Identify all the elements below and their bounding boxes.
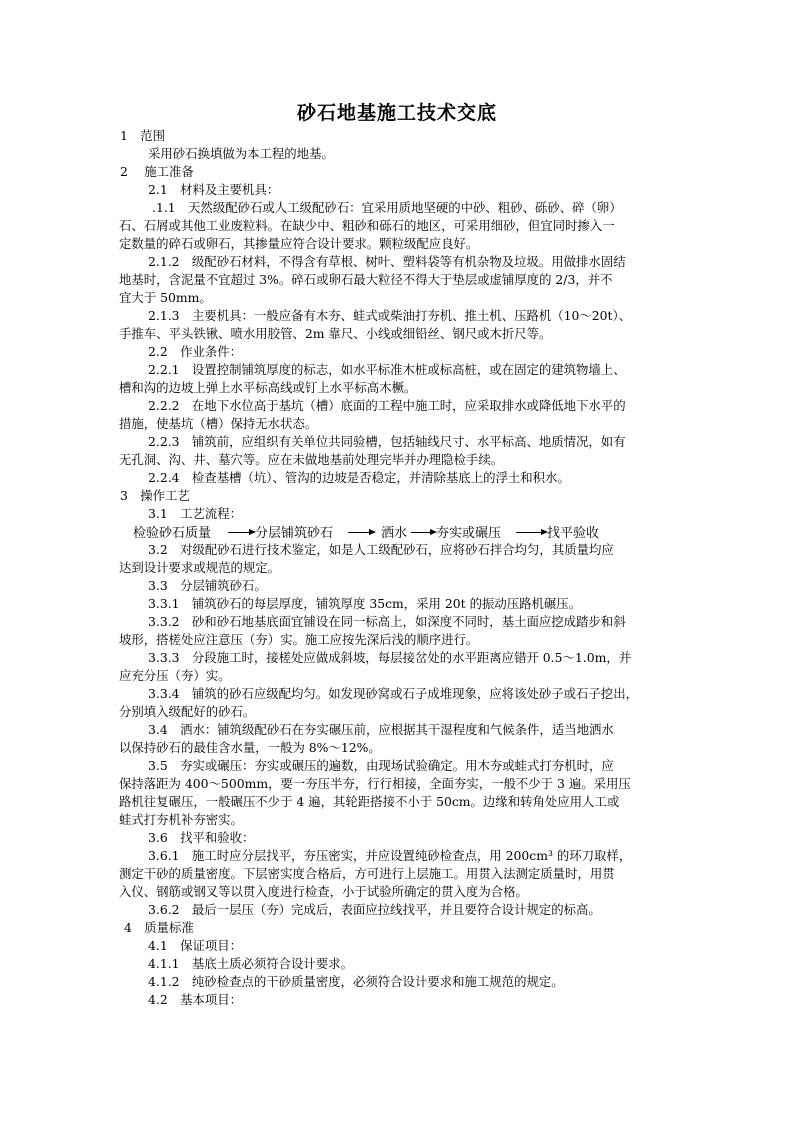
arrow-right-icon <box>348 532 374 533</box>
paragraph-line: 地基时，含泥量不宜超过 3%。碎石或卵石最大粒径不得大于垫层或虚铺厚度的 2/3，并不 <box>119 272 613 287</box>
subsection-heading: 4.1 保证项目： <box>148 938 243 953</box>
process-flow <box>133 522 693 542</box>
paragraph-line: .1.1 天然级配砂石或人工级配砂石：宜采用质地坚硬的中砂、粗砂、砾砂、碎（卵） <box>152 200 622 215</box>
section-heading: 3 操作工艺 <box>120 488 190 503</box>
subsection-heading: 2.2 作业条件： <box>148 344 243 359</box>
paragraph-line: 2.2.1 设置控制铺筑厚度的标志，如水平标准木桩或标高桩，或在固定的建筑物墙上、 <box>148 362 626 377</box>
flow-step: 检验砂石质量 <box>133 526 212 541</box>
paragraph-line: 3.6.2 最后一层压（夯）完成后，表面应拉线找平，并且要符合设计规定的标高。 <box>148 902 601 917</box>
flow-step: 夯实或碾压 <box>436 526 502 541</box>
arrow-right-icon <box>228 532 254 533</box>
paragraph-line: 措施，使基坑（槽）保持无水状态。 <box>119 416 318 431</box>
paragraph-line: 3.3.1 铺筑砂石的每层厚度，铺筑厚度 35cm，采用 20t 的振动压路机碾压。 <box>148 596 582 611</box>
subsection-heading: 3.6 找平和验收： <box>148 830 255 845</box>
paragraph-line: 3.5 夯实或碾压：夯实或碾压的遍数，由现场试验确定。用木夯或蛙式打夯机时，应 <box>148 758 614 773</box>
paragraph-line: 采用砂石换填做为本工程的地基。 <box>148 146 334 161</box>
paragraph-line: 保持落距为 400～500mm，要一夯压半夯，行行相接，全面夯实，一般不少于 3 遍。采用压 <box>119 776 631 791</box>
paragraph-line: 定数量的碎石或卵石，其掺量应符合设计要求。颗粒级配应良好。 <box>119 236 479 251</box>
paragraph-line: 蛙式打夯机补夯密实。 <box>119 812 243 827</box>
paragraph-line: 测定干砂的质量密度。下层密实度合格后，方可进行上层施工。用贯入法测定质量时，用贯 <box>119 866 615 881</box>
arrow-right-icon <box>411 532 435 533</box>
section-heading: 1 范围 <box>120 128 166 143</box>
paragraph-line: 达到设计要求或规范的规定。 <box>119 560 281 575</box>
subsection-heading: 2.1 材料及主要机具： <box>148 182 280 197</box>
paragraph-line: 宜大于 50mm。 <box>119 290 212 305</box>
paragraph-line: 无孔洞、沟、井、墓穴等。应在未做地基前处理完毕并办理隐检手续。 <box>119 452 504 467</box>
paragraph-line: 3.3.2 砂和砂石地基底面宜铺设在同一标高上，如深度不同时，基土面应挖成踏步和斜 <box>148 614 626 629</box>
section-heading: 2 施工准备 <box>120 164 194 179</box>
paragraph-line: 4.1.2 纯砂检查点的干砂质量密度，必须符合设计要求和施工规范的规定。 <box>148 974 564 989</box>
flow-step: 分层铺筑砂石 <box>255 526 334 541</box>
subsection-heading: 4.2 基本项目： <box>148 992 243 1007</box>
paragraph-line: 以保持砂石的最佳含水量，一般为 8%～12%。 <box>119 740 381 755</box>
paragraph-line: 3.6.1 施工时应分层找平，夯压密实，并应设置纯砂检查点，用 200cm³ 的环刀取样， <box>148 848 632 863</box>
paragraph-line: 坡形，搭槎处应注意压（夯）实。施工应按先深后浅的顺序进行。 <box>119 632 479 647</box>
paragraph-line: 2.2.3 铺筑前，应组织有关单位共同验槽，包括轴线尺寸、水平标高、地质情况，如有 <box>148 434 626 449</box>
paragraph-line: 槽和沟的边坡上弹上水平标高线或钉上水平标高木橛。 <box>119 380 417 395</box>
paragraph-line: 2.1.2 级配砂石材料，不得含有草根、树叶、塑料袋等有机杂物及垃圾。用做排水固结 <box>148 254 626 269</box>
paragraph-line: 3.4 洒水：铺筑级配砂石在夯实碾压前，应根据其干湿程度和气候条件，适当地洒水 <box>148 722 614 737</box>
paragraph-line: 3.3.4 铺筑的砂石应级配均匀。如发现砂窝或石子成堆现象，应将该处砂子或石子挖出， <box>148 686 638 701</box>
paragraph-line: 手推车、平头铁锹、喷水用胶管、2m 靠尺、小线或细铅丝、钢尺或木折尺等。 <box>119 326 552 341</box>
paragraph-line: 4.1.1 基底土质必须符合设计要求。 <box>148 956 353 971</box>
paragraph-line: 3.2 对级配砂石进行技术鉴定，如是人工级配砂石，应将砂石拌合均匀，其质量均应 <box>148 542 614 557</box>
paragraph-line: 2.2.4 检查基槽（坑）、管沟的边坡是否稳定，并清除基底上的浮土和积水。 <box>148 470 570 485</box>
subsection-heading: 3.1 工艺流程： <box>148 506 243 521</box>
paragraph-line: 2.2.2 在地下水位高于基坑（槽）底面的工程中施工时，应采取排水或降低地下水平的 <box>148 398 626 413</box>
paragraph-line: 2.1.3 主要机具：一般应备有木夯、蛙式或柴油打夯机、推土机、压路机（10～20t）、 <box>148 308 632 323</box>
paragraph-line: 分别填入级配好的砂石。 <box>119 704 256 719</box>
paragraph-line: 3.3.3 分段施工时，接槎处应做成斜坡，每层接岔处的水平距离应错开 0.5～1.0m，并 <box>148 650 632 665</box>
paragraph-line: 入仪、钢筋或钢叉等以贯入度进行检查，小于试验所确定的贯入度为合格。 <box>119 884 528 899</box>
flow-step: 洒水 <box>381 526 408 541</box>
flow-step: 找平验收 <box>547 526 600 541</box>
page-title: 砂石地基施工技术交底 <box>296 102 497 124</box>
paragraph-line: 路机往复碾压，一般碾压不少于 4 遍，其轮距搭接不小于 50cm。边缘和转角处应用人工或 <box>119 794 620 809</box>
subsection-heading: 3.3 分层铺筑砂石。 <box>148 578 267 593</box>
paragraph-line: 石、石屑或其他工业废粒料。在缺少中、粗砂和砾石的地区，可采用细砂，但宜同时掺入一 <box>119 218 615 233</box>
paragraph-line: 应充分压（夯）实。 <box>119 668 231 683</box>
arrow-right-icon <box>516 532 546 533</box>
section-heading: 4 质量标准 <box>124 920 194 935</box>
